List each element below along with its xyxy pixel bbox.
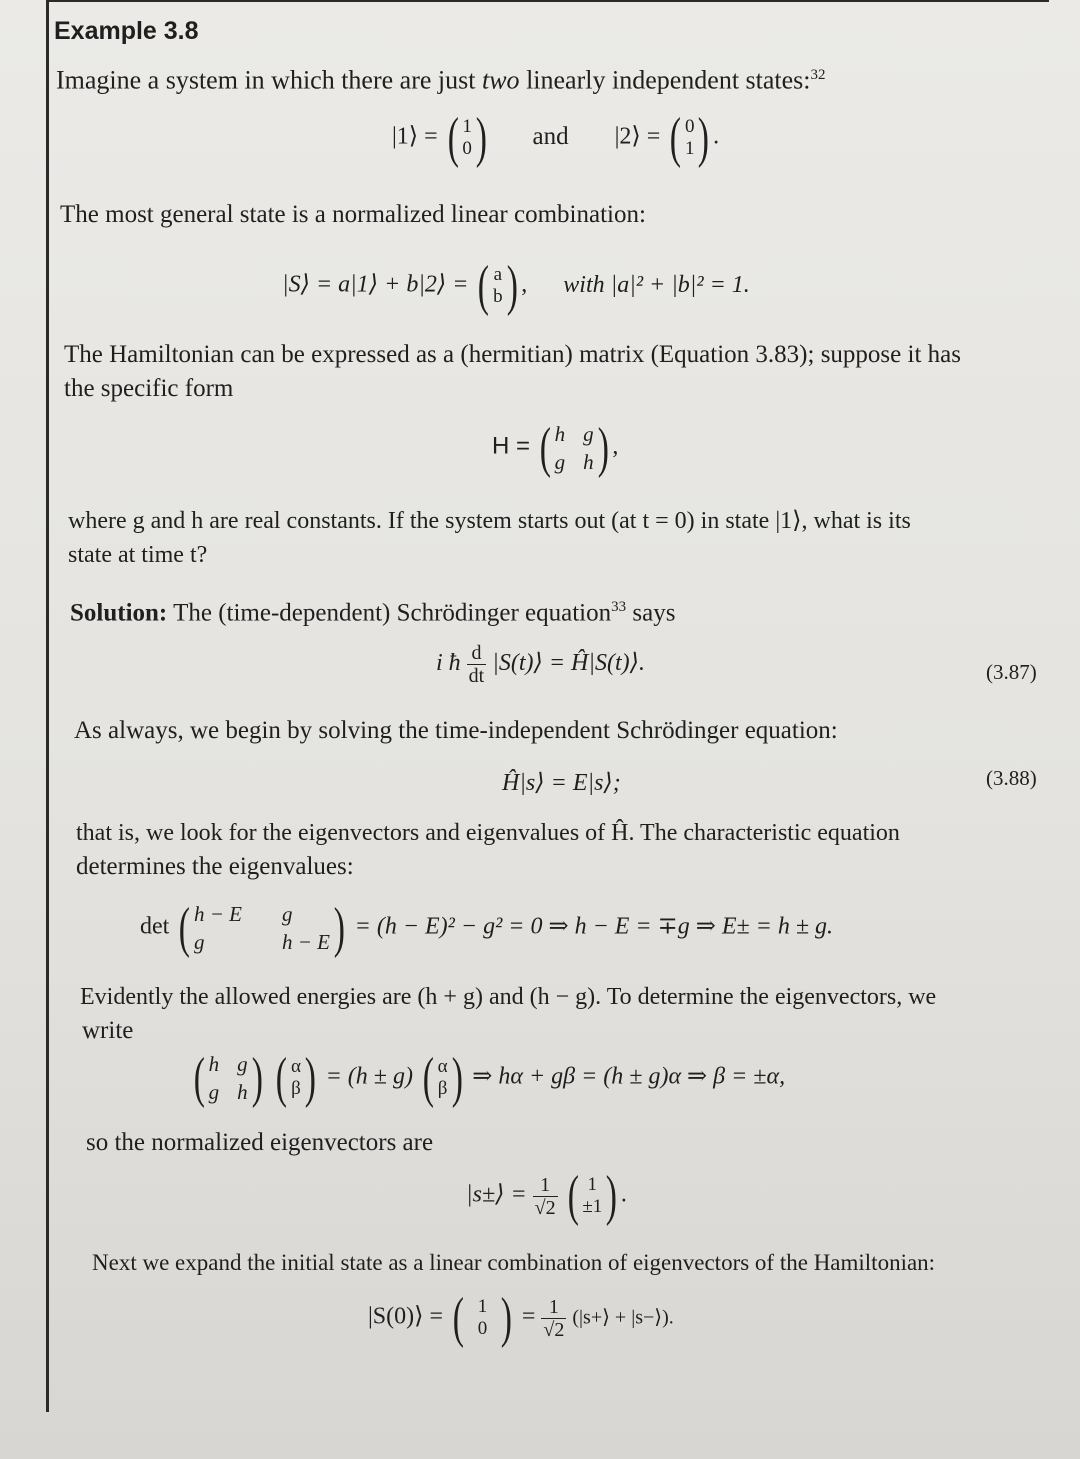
eigenvector-equation: ( h g g h ) ( α β ) = (h ± g) ( α β ) ⇒ hα + gβ = (h ± g)α ⇒ β = ±α, (193, 1047, 786, 1109)
eig-rhs: ⇒ hα + gβ = (h ± g)α ⇒ β = ±α, (472, 1063, 786, 1090)
ket2-label: |2⟩ = (614, 123, 661, 150)
solution-label: Solution: (70, 599, 168, 627)
equation-number-3-88: (3.88) (986, 766, 1037, 790)
footnote-32: 32 (810, 67, 826, 83)
one-pm-one-vector: 1 ±1 (582, 1174, 603, 1217)
hamiltonian-line-1: The Hamiltonian can be expressed as a (hermitian) matrix (Equation 3.83); suppose it has (64, 341, 961, 368)
solution-text-end: says (632, 599, 676, 627)
intro-emphasis: two (481, 65, 520, 95)
eigen-line-2: determines the eigenvalues: (76, 853, 354, 880)
equation-3-88: Ĥ|s⟩ = E|s⟩; (502, 770, 621, 796)
one-over-root-two-2: $\frac{1}{√2}$ (543, 1295, 565, 1341)
vector-1-0: 1 0 (462, 116, 472, 159)
eig-mid: = (h ± g) (325, 1063, 413, 1090)
alpha-beta-vector: α β (290, 1056, 301, 1099)
alpha-beta-vector-2: α β (437, 1056, 448, 1099)
footnote-33: 33 (611, 599, 627, 615)
equation-3-87 (436, 642, 645, 687)
question-line-1: where g and h are real constants. If the system starts out (at t = 0) in state |1⟩, what is its (68, 508, 911, 534)
eig-matrix: h g g h (208, 1052, 248, 1104)
initial-state-rhs: (|s+⟩ + |s−⟩). (572, 1306, 674, 1329)
energies-line-2: write (82, 1017, 134, 1044)
det-label: det (140, 913, 170, 940)
example-title: Example 3.8 (54, 17, 199, 45)
general-state-lhs: |S⟩ = a|1⟩ + b|2⟩ = (282, 271, 469, 298)
general-state-line: The most general state is a normalized linear combination: (60, 201, 646, 228)
matrix-h-g: h g g h (554, 422, 594, 474)
characteristic-equation: det ( h − E g g h − E ) = (h − E)² − g² = 0 ⇒ h − E = ∓g ⇒ E± = h ± g. (140, 897, 834, 959)
i-hbar: i ħ (436, 650, 461, 677)
vector-0-1: 0 1 (684, 116, 695, 159)
hamiltonian-matrix-equation: H = ( h g g h ) , (492, 417, 619, 479)
hamiltonian-line-2: the specific form (64, 375, 234, 402)
normalization-condition: with |a|² + |b|² = 1. (563, 271, 750, 298)
equation-number-3-87: (3.87) (986, 660, 1037, 684)
and-word: and (532, 122, 569, 150)
intro-text: Imagine a system in which there are just (56, 65, 476, 95)
intro-text-end: linearly independent states: (526, 65, 811, 95)
ket1-label: |1⟩ = (392, 123, 438, 150)
normalized-eigenvectors: |s±⟩ = $\frac{1}{√2}$ ( 1 ±1 ) . (466, 1165, 627, 1227)
eigen-line-1: that is, we look for the eigenvectors and eigenvalues of Ĥ. The characteristic equation (76, 820, 900, 846)
normalized-line: so the normalized eigenvectors are (86, 1129, 434, 1156)
one-over-root-two: $\frac{1}{√2}$ (534, 1173, 556, 1219)
d-dt-fraction: $\frac{d}{dt}$ (468, 642, 485, 687)
H-label: H = (492, 432, 531, 460)
question-line-2: state at time t? (68, 542, 208, 568)
det-matrix: h − E g g h − E (193, 902, 330, 954)
general-state-equation: |S⟩ = a|1⟩ + b|2⟩ = ( a b ) , with |a|² + |b|² = 1. (282, 255, 750, 317)
S0-label: |S(0)⟩ = (368, 1303, 444, 1330)
expand-line: Next we expand the initial state as a linear combination of eigenvectors of the Hamiltonian: (92, 1250, 936, 1275)
solution-text: The (time-dependent) Schrödinger equation (173, 599, 612, 627)
basis-states-equation: |1⟩ = ( 1 0 ) and |2⟩ = ( 0 1 ) . (392, 107, 720, 169)
vector-a-b: a b (493, 264, 503, 307)
characteristic-rhs: = (h − E)² − g² = 0 ⇒ h − E = ∓g ⇒ E± = h ± g. (354, 913, 834, 940)
intro-line (56, 60, 826, 96)
initial-vector: 1 0 (477, 1296, 488, 1339)
equals-sign: = (521, 1303, 536, 1330)
solution-line (70, 592, 675, 628)
initial-state-equation: |S(0)⟩ = ( 1 0 ) = $\frac{1}{√2}$ (|s+⟩ + |s−⟩). (368, 1287, 674, 1349)
energies-line-1: Evidently the allowed energies are (h + g) and (h − g). To determine the eigenvectors, we (80, 984, 937, 1010)
schrodinger-rhs: |S(t)⟩ = Ĥ|S(t)⟩. (492, 650, 645, 677)
time-independent-line: As always, we begin by solving the time-independent Schrödinger equation: (74, 717, 838, 744)
s-pm-label: |s±⟩ = (466, 1181, 527, 1208)
